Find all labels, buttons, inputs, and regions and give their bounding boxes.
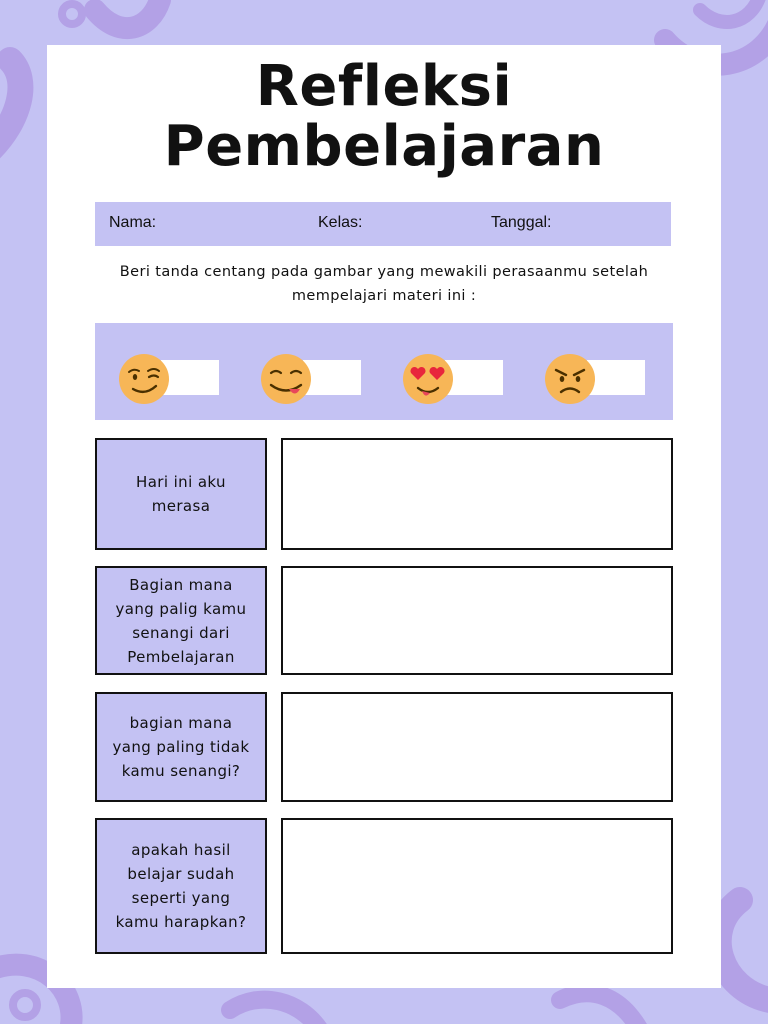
question-label-4 <box>95 818 267 954</box>
answer-box-1[interactable] <box>281 438 673 550</box>
question-label-2 <box>95 566 267 675</box>
emoji-option-4[interactable] <box>543 352 653 406</box>
question-label-3 <box>95 692 267 802</box>
tanggal-label: Tanggal: <box>491 214 552 231</box>
emoji-option-2[interactable] <box>259 352 369 406</box>
emoji-option-1[interactable] <box>117 352 227 406</box>
answer-box-3[interactable] <box>281 692 673 802</box>
nama-label: Nama: <box>109 214 157 231</box>
angry-emoji-icon <box>543 352 597 406</box>
instruction-text: Beri tanda centang pada gambar yang mewakili perasaanmu setelah mempelajari materi ini : <box>119 264 649 304</box>
student-info-bar <box>95 202 671 246</box>
heart-eyes-emoji-icon <box>401 352 455 406</box>
smirk-emoji-icon <box>117 352 171 406</box>
worksheet <box>47 45 721 988</box>
page-title-line-2: Pembelajaran <box>163 114 605 179</box>
question-text: apakah hasil belajar sudah seperti yang kamu harapkan? <box>115 841 247 931</box>
kelas-label: Kelas: <box>318 214 363 231</box>
yum-emoji-icon <box>259 352 313 406</box>
emoji-option-3[interactable] <box>401 352 511 406</box>
question-text: Hari ini aku merasa <box>136 473 226 515</box>
answer-box-2[interactable] <box>281 566 673 675</box>
emoji-choice-bar <box>95 323 673 420</box>
question-text: Bagian mana yang palig kamu senangi dari Pembelajaran <box>115 575 247 666</box>
page-title-line-1: Refleksi <box>255 54 513 119</box>
question-label-1 <box>95 438 267 550</box>
answer-box-4[interactable] <box>281 818 673 954</box>
question-text: bagian mana yang paling tidak kamu senangi? <box>112 714 250 780</box>
page-title <box>47 54 721 179</box>
